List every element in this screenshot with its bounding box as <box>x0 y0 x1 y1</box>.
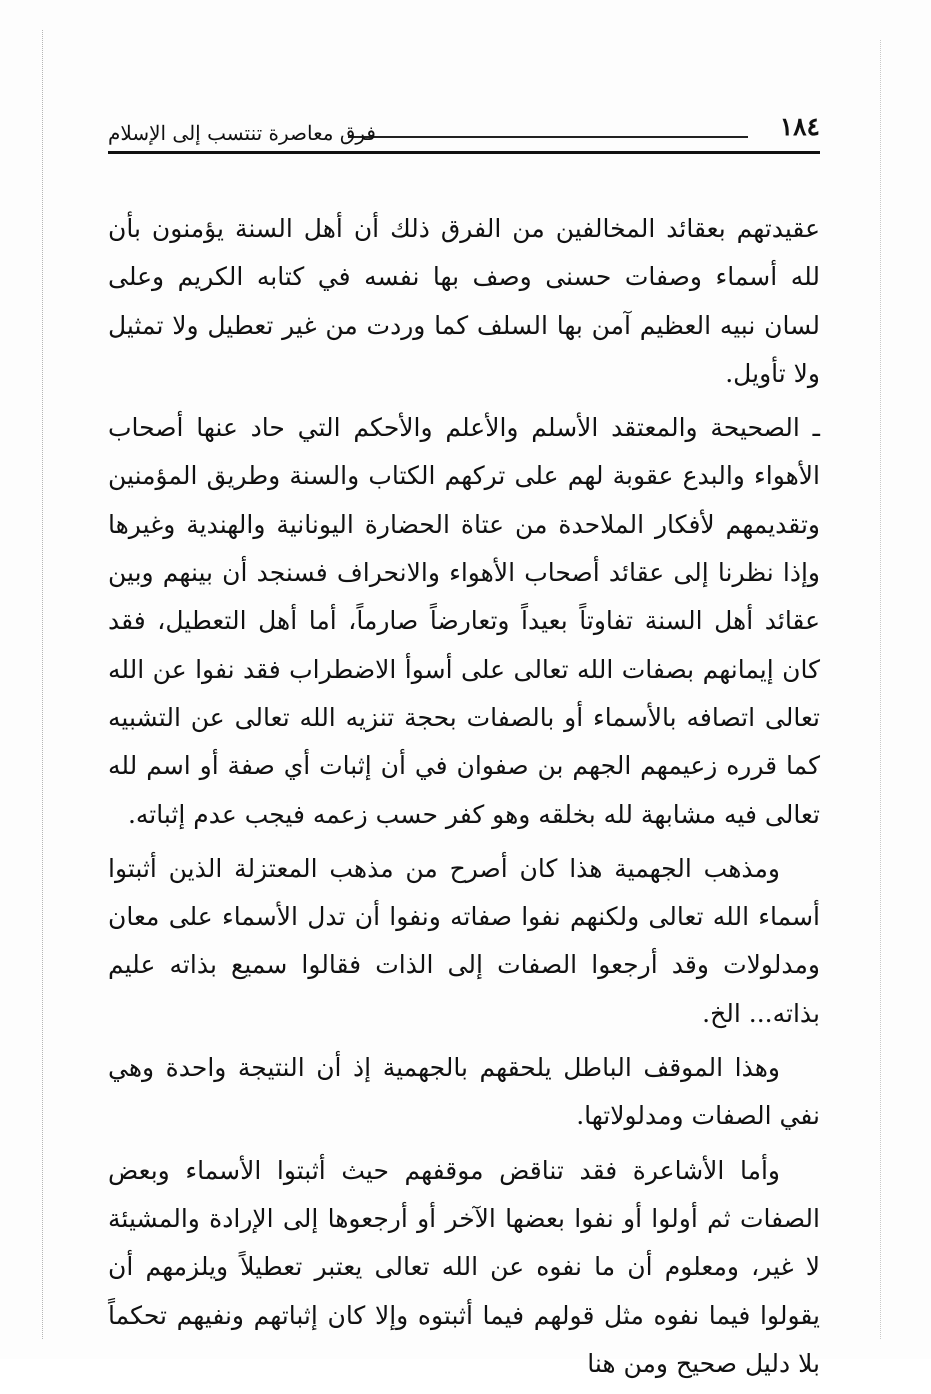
paragraph-5: وأما الأشاعرة فقد تناقض موقفهم حيث أثبتوا الأسماء وبعض الصفات ثم أولوا أو نفوا بعضها الآخر أو أرجعوها إلى الإرادة والمشيئة لا غير، ومعلوم أن ما نفوه عن الله تعالى يعتبر تعطيلاً ويلزمهم أن يقولوا فيما نفوه مثل قولهم فيما أثبتوه وإلا كان إثباتهم ونفيهم تحكماً بلا دليل صحيح ومن هنا <box>108 1155 820 1378</box>
scan-margin-line-right <box>880 40 881 1339</box>
page-header <box>108 112 820 156</box>
body-text <box>108 205 820 1394</box>
paragraph-4: وهذا الموقف الباطل يلحقهم بالجهمية إذ أن النتيجة واحدة وهي نفي الصفات ومدلولاتها. <box>108 1053 820 1131</box>
paragraph-1: عقيدتهم بعقائد المخالفين من الفرق ذلك أن أهل السنة يؤمنون بأن لله أسماء وصفات حسنى وصف بها نفسه في كتابه الكريم وعلى لسان نبيه العظيم آمن بها السلف كما وردت من غير تعطيل ولا تمثيل ولا تأويل. <box>108 214 820 388</box>
scan-margin-line-left <box>42 30 43 1339</box>
paragraph-2: ـ الصحيحة والمعتقد الأسلم والأعلم والأحكم التي حاد عنها أصحاب الأهواء والبدع عقوبة لهم على تركهم الكتاب والسنة وطريق المؤمنين وتقديمهم لأفكار الملاحدة من عتاة الحضارة اليونانية والهندية وغيرها وإذا نظرنا إلى عقائد أصحاب الأهواء والانحراف فسنجد أن بينهم وبين عقائد أهل السنة تفاوتاً بعيداً وتعارضاً صارماً، أما أهل التعطيل، فقد كان إيمانهم بصفات الله تعالى على أسوأ الاضطراب فقد نفوا عن الله تعالى اتصافه بالأسماء أو بالصفات بحجة تنزيه الله تعالى عن التشبيه كما قرره زعيمهم الجهم بن صفوان في أن إثبات أي صفة أو اسم لله تعالى فيه مشابهة لله بخلقه وهو كفر حسب زعمه فيجب عدم إثباته. <box>108 413 820 829</box>
running-title: فرق معاصرة تنتسب إلى الإسلام <box>108 121 376 145</box>
header-rule <box>108 151 820 154</box>
page-number: ١٨٤ <box>779 112 820 141</box>
paragraph-3: ومذهب الجهمية هذا كان أصرح من مذهب المعتزلة الذين أثبتوا أسماء الله تعالى ولكنهم نفوا صفاته ونفوا أن تدل الأسماء على معان ومدلولات وقد أرجعوا الصفات إلى الذات فقالوا سميع بذاته عليم بذاته... الخ. <box>108 853 820 1028</box>
header-dash <box>348 136 748 138</box>
